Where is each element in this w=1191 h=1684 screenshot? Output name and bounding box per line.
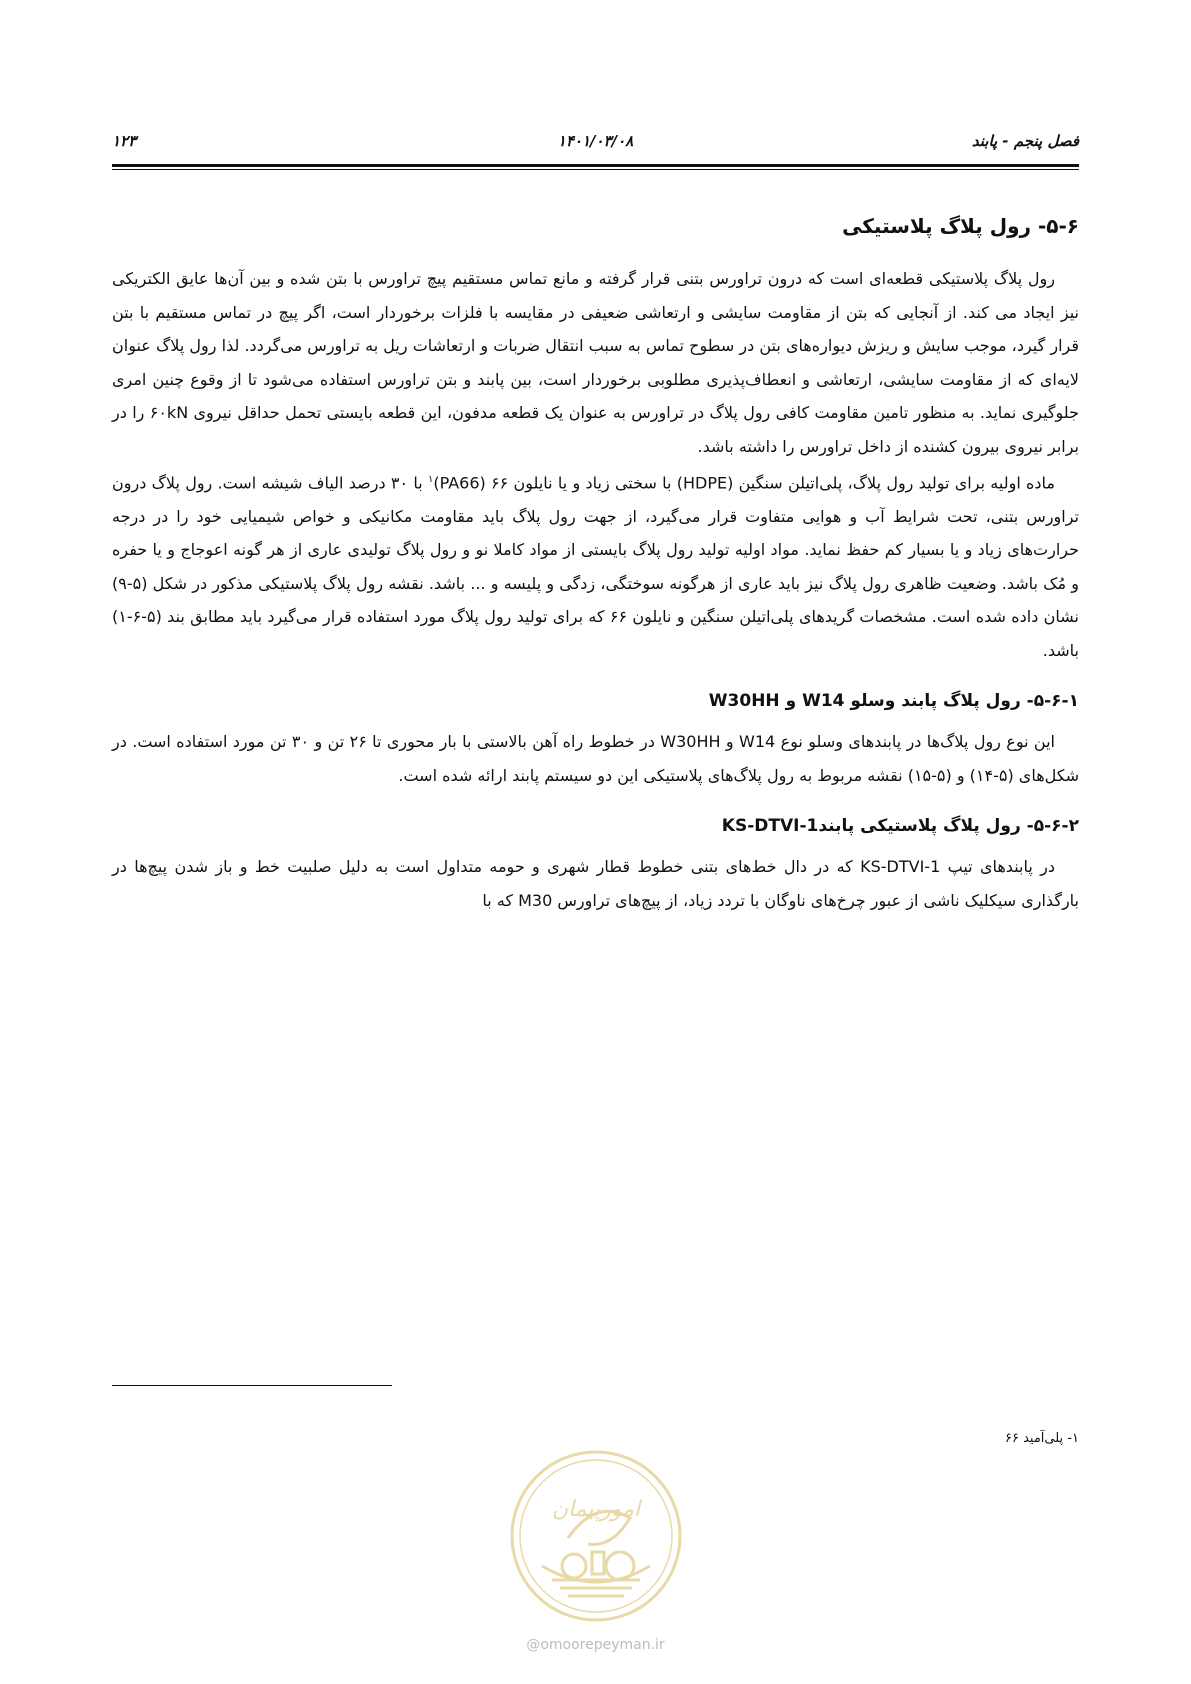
footnote-separator — [112, 1385, 392, 1386]
header-rule-thin — [112, 169, 1079, 170]
paragraph-materials-continued: با ۳۰ درصد الیاف شیشه است. رول پلاگ درون تراورس بتنی، تحت شرایط آب و هوایی متفاوت قرار می‌گیرد، از جهت رول پلاگ باید مقاومت مکانیکی و خواص شیمیایی خود را در درجه حرارت‌های زیاد و یا بسیار کم حفظ نماید. مواد اولیه تولید رول پلاگ بایستی از مواد کاملا نو و رول پلاگ تولیدی عاری از هر گونه اعوجاج و یا حفره و مُک باشد. وضعیت ظاهری رول پلاگ نیز باید عاری از هرگونه سوختگی، زدگی و پلیسه و ... باشد. نقشه رول پلاگ پلاستیکی مذکور در شکل (۵-۹) نشان داده شده است. مشخصات گریدهای پلی‌اتیلن سنگین و نایلون ۶۶ که برای تولید رول پلاگ مورد استفاده قرار می‌گیرد باید مطابق بند (۵-۶-۱) باشد. — [112, 473, 1080, 660]
header-date: ۱۴۰۱/۰۳/۰۸ — [557, 132, 634, 150]
paragraph-materials — [112, 463, 1079, 667]
chapter-title: فصل پنجم - پابند — [971, 132, 1079, 150]
paragraph-subsection-2: در پابندهای تیپ KS-DTVI-1 که در دال خط‌های بتنی خطوط قطار شهری و حومه متداول است به دلیل صلبیت خط و باز شدن پیچ‌ها در بارگذاری سیکلیک ناشی از عبور چرخ‌های ناوگان با تردد زیاد، از پیچ‌های تراورس M30 که با — [112, 857, 1079, 910]
paragraph-subsection-1: این نوع رول پلاگ‌ها در پابندهای وسلو نوع W14 و W30HH در خطوط راه آهن بالاستی با بار محوری تا ۲۶ تن و ۳۰ تن مورد استفاده است. در شکل‌های (۵-۱۴) و (۵-۱۵) نقشه مربوط به رول پلاگ‌های پلاستیکی این دو سیستم پابند ارائه شده است. — [112, 732, 1079, 785]
footnote-marker: ۱ — [427, 474, 434, 485]
subsection-heading-2: ۵-۶-۲- رول پلاگ پلاستیکی پابندKS-DTVI-1 — [721, 816, 1079, 837]
main-content — [112, 214, 1079, 917]
subsection-heading-1: ۵-۶-۱- رول پلاگ پابند وسلو W14 و W30HH — [708, 691, 1079, 712]
page-header — [112, 128, 1079, 154]
page-number: ۱۲۳ — [112, 132, 137, 150]
header-rule-thick — [112, 164, 1079, 167]
paragraph-intro: رول پلاگ پلاستیکی قطعه‌ای است که درون تراورس بتنی قرار گرفته و مانع تماس مستقیم پیچ تراورس با بتن شده و بین آن‌ها عایق الکتریکی نیز ایجاد می کند. از آنجایی که بتن از مقاومت سایشی و ارتعاشی ضعیفی در مقایسه با فلزات برخوردار است، اگر پیچ در تماس مستقیم با بتن قرار گیرد، موجب سایش و ریزش دیواره‌های بتن در سطوح تماس به سبب انتقال ضربات و ارتعاشات ریل به تراورس می‌گردد. لذا رول پلاگ عنوان لایه‌ای که از مقاومت سایشی، ارتعاشی و انعطاف‌پذیری مطلوبی برخوردار است، بین پابند و بتن تراورس استفاده می‌شود تا از وقوع چنین امری جلوگیری نماید. به منظور تامین مقاومت کافی رول پلاگ در تراورس به عنوان یک قطعه مدفون، این قطعه بایستی تحمل حداقل نیروی ۶۰kN را در برابر نیروی بیرون کشنده از داخل تراورس را داشته باشد. — [112, 269, 1079, 456]
watermark-seal-icon — [508, 1448, 684, 1624]
watermark-site: @omoorepeyman.ir — [526, 1637, 665, 1653]
section-heading: ۵-۶- رول پلاگ پلاستیکی — [842, 214, 1079, 238]
paragraph-materials-text: ماده اولیه برای تولید رول پلاگ، پلی‌اتیلن سنگین (HDPE) با سختی زیاد و یا نایلون ۶۶ (PA66) — [433, 473, 1055, 493]
svg-text:امورپیمان: امورپیمان — [551, 1497, 641, 1522]
footnote: ۱- پلی‌آمید ۶۶ — [1005, 1431, 1079, 1446]
